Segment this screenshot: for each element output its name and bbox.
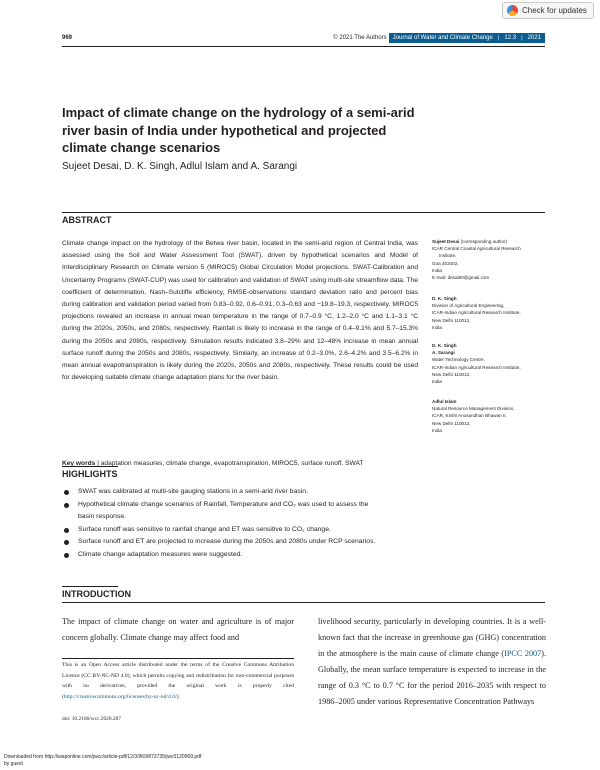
license-text: This is an Open Access article distributed under the terms of the Creative Commons Attribution Licence (CC BY-NC-ND 4.0), which permits copying and redistribution for non-commercial purposes with no derivatives, provided the original work is properly cited ( bbox=[62, 662, 294, 700]
highlights-heading: HIGHLIGHTS bbox=[62, 469, 118, 479]
introduction-bottom-rule bbox=[62, 602, 545, 603]
bullet-icon bbox=[64, 553, 69, 558]
journal-year: 2021 bbox=[527, 35, 541, 41]
affil-line: New Delhi 110012, bbox=[432, 317, 471, 323]
license-text: ). bbox=[176, 693, 180, 700]
affil-line: India bbox=[432, 324, 442, 330]
keywords-label: Key words bbox=[62, 460, 96, 467]
affil-line: India bbox=[432, 379, 442, 385]
affiliation-islam bbox=[432, 398, 547, 434]
affil-line: ICAR Central Coastal Agricultural Research bbox=[432, 246, 521, 252]
affil-line: Institute, bbox=[439, 253, 457, 259]
download-line: Downloaded from http://iwaponline.com/jwcc/article-pdf/12/3/969/873735/jwc0120969.pdf bbox=[4, 754, 202, 760]
highlights-heading-rule bbox=[62, 466, 118, 467]
keywords-list: | adaptation measures, climate change, evapotranspiration, MIROC5, surface runoff, SWAT bbox=[97, 460, 364, 467]
check-updates-label: Check for updates bbox=[522, 6, 587, 15]
intro-text: livelihood security, particularly in developing countries. It is a well-known fact that the increase in greenhouse gas (GHG) concentration in the atmosphere is the main cause of climate change ( bbox=[318, 617, 546, 658]
affil-line: India bbox=[432, 427, 442, 433]
running-header bbox=[62, 32, 545, 44]
introduction-right-column bbox=[318, 614, 546, 710]
highlight-item bbox=[62, 486, 442, 499]
affil-line: ICAR, Krishi Anusandhan Bhawan II, bbox=[432, 413, 507, 419]
affil-author-name: Sujeet Desai bbox=[432, 239, 460, 244]
affil-author-name: D. K. Singh bbox=[432, 296, 457, 301]
copyright-notice: © 2021 The Authors bbox=[333, 35, 387, 41]
abstract-top-rule bbox=[62, 212, 545, 213]
check-for-updates-button[interactable] bbox=[502, 2, 594, 19]
affil-line: Division of Agricultural Engineering, bbox=[432, 303, 505, 309]
affil-line: India bbox=[432, 267, 442, 273]
highlight-item bbox=[62, 536, 442, 549]
introduction-heading: INTRODUCTION bbox=[62, 589, 131, 599]
affiliation-singh-engineering bbox=[432, 295, 547, 331]
highlight-continuation: basin response. bbox=[78, 513, 126, 520]
affil-author-name: D. K. Singh bbox=[432, 343, 457, 348]
doi: doi: 10.2166/wcc.2020.287 bbox=[62, 716, 121, 722]
highlight-text: SWAT was calibrated at multi-site gauging stations in a semi-arid river basin. bbox=[78, 488, 308, 495]
affil-line: Water Technology Centre, bbox=[432, 357, 485, 363]
journal-banner: Journal of Water and Climate Change | 12.3 | 2021 bbox=[389, 33, 545, 43]
highlight-text: Surface runoff and ET are projected to increase during the 2050s and 2080s under RCP scenarios. bbox=[78, 538, 376, 545]
header-rule bbox=[62, 46, 545, 47]
citation-link[interactable]: IPCC 2007 bbox=[504, 649, 542, 658]
bullet-icon bbox=[64, 540, 69, 545]
highlight-item bbox=[62, 524, 442, 537]
introduction-left-column: The impact of climate change on water and agriculture is of major concern globally. Climate change may affect food and bbox=[62, 617, 294, 642]
highlight-item bbox=[62, 549, 442, 562]
affil-author-role: (corresponding author) bbox=[459, 239, 508, 244]
bullet-icon bbox=[64, 490, 69, 495]
affil-author-name: Adlul Islam bbox=[432, 399, 457, 404]
article-authors: Sujeet Desai, D. K. Singh, Adlul Islam and A. Sarangi bbox=[62, 161, 298, 172]
introduction-heading-rule bbox=[62, 586, 118, 587]
journal-name: Journal of Water and Climate Change bbox=[392, 35, 493, 41]
article-title: Impact of climate change on the hydrology of a semi-arid river basin of India under hypothetical and projected climate change scenarios bbox=[62, 105, 415, 155]
affil-line: ICAR-Indian Agricultural Research Institute, bbox=[432, 364, 521, 370]
abstract-text: Climate change impact on the hydrology of the Betwa river basin, located in the semi-arid region of Central India, was assessed using the Soil and Water Assessment Tool (SWAT), driven by hypothetical scenarios and Model of Interdisciplinary Research on Climate version 5 (MIROC5) Global Circulation Model projections. SWAT-Calibration and Uncertainty Programs (SWAT-CUP) was used for calibration and validation of SWAT using multi-site streamflow data. The coefficient of determination, Nash–Sutcliffe efficiency, RMSE-observations standard deviation ratio and percent bias during calibration and validation period varied from 0.83–0.92, 0.6–0.91, 0.3–0.63 and −19.8–19.3, respectively. MIROC5 projections revealed an increase in annual mean temperature in the range of 0.7–0.9 °C, 1.2–2.0 °C and 1.1–3.1 °C during the 2020s, 2050s, and 2080s, respectively. Rainfall is likely to increase in the range of 0.4–9.1% and 5.7–15.3% during the 2050s and 2080s, respectively. Simulation results indicated 3.8–29% and 12–48% increase in mean annual surface runoff during the 2050s and 2080s, respectively. Similarly, an increase of 0.2–3.0%, 2.6–4.2% and 3.5–6.2% in mean annual evapotranspiration is likely during the 2020s, 2050s and 2080s, respectively. These results could be used for developing suitable climate change adaptation plans for the river basin. bbox=[62, 240, 418, 382]
affil-line: ICAR-Indian Agricultural Research Institute, bbox=[432, 310, 521, 316]
affil-line: Goa 403402, bbox=[432, 260, 459, 266]
highlight-text: Hypothetical climate change scenarios of Rainfall, Temperature and CO₂ was used to assess the bbox=[78, 500, 369, 508]
bullet-icon bbox=[64, 528, 69, 533]
highlight-text: Climate change adaptation measures were suggested. bbox=[78, 550, 243, 558]
affil-line: New Delhi 110012, bbox=[432, 420, 471, 426]
affil-line: New Delhi 110012, bbox=[432, 371, 471, 377]
affil-line: Natural Resource Management Division, bbox=[432, 406, 515, 412]
abstract-heading: ABSTRACT bbox=[62, 215, 112, 225]
update-badge-icon bbox=[507, 5, 518, 16]
journal-volume: 12.3 bbox=[504, 35, 517, 41]
license-link[interactable]: http://creativecommons.org/licenses/by-nc-nd/4.0/ bbox=[63, 693, 177, 700]
affil-author-name-2: A. Sarangi bbox=[432, 350, 455, 356]
affiliation-water-technology bbox=[432, 342, 547, 385]
affiliation-desai bbox=[432, 238, 547, 281]
highlights-list bbox=[62, 486, 442, 561]
footnote-rule bbox=[62, 658, 294, 659]
download-note bbox=[4, 754, 201, 767]
highlight-text: Surface runoff was sensitive to rainfall change and ET was sensitive to CO₂ change. bbox=[78, 525, 331, 533]
affil-email: E-mail: desai80@gmail.com bbox=[432, 275, 490, 281]
intro-text: ). Globally, the mean surface temperature is expected to increase in the range of 0.3 °C to 0.7 °C for the period 2016–2035 with respect to 1986–2005 under various Representative Concentration Pathways bbox=[318, 649, 547, 706]
bullet-icon bbox=[64, 503, 69, 508]
license-note bbox=[62, 660, 294, 702]
highlight-item bbox=[62, 499, 442, 524]
download-line: by guest bbox=[4, 760, 23, 767]
abstract-heading-rule bbox=[62, 212, 118, 213]
page-number: 969 bbox=[62, 35, 73, 41]
